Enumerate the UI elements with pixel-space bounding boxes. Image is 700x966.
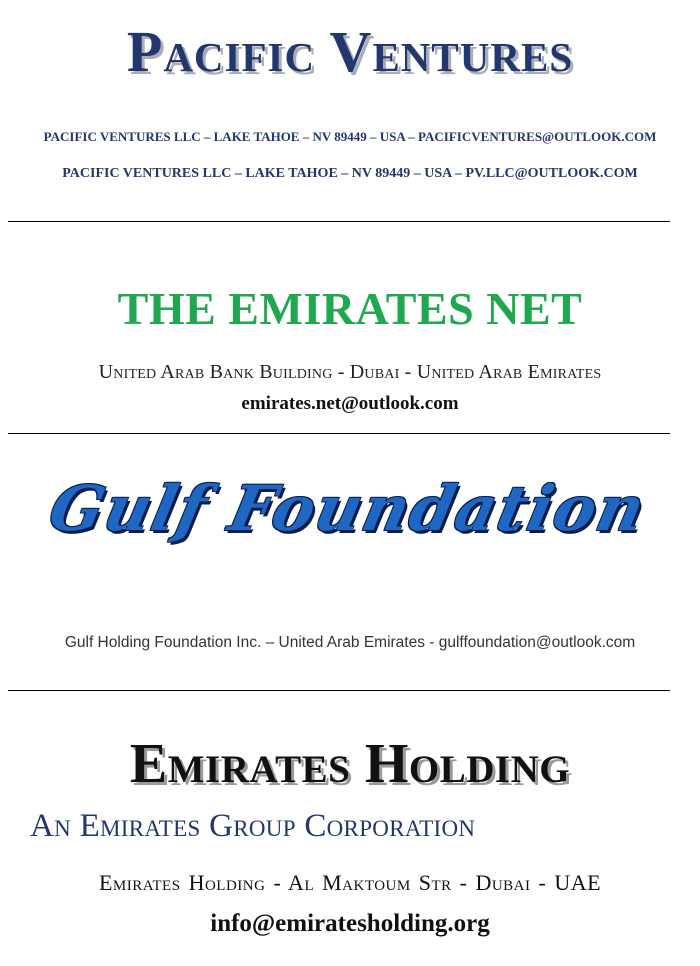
pacific-ventures-contact-line-1: PACIFIC VENTURES LLC – LAKE TAHOE – NV 89449 – USA – PACIFICVENTURES@OUTLOOK.COM bbox=[43, 129, 657, 144]
pacific-ventures-logo-title: Pacific Ventures bbox=[126, 19, 574, 84]
gulf-foundation-logo-title: Gulf Foundation bbox=[43, 472, 653, 545]
section-divider bbox=[8, 433, 670, 434]
emirates-holding-subtitle: An Emirates Group Corporation bbox=[30, 808, 476, 844]
emirates-holding-email: info@emiratesholding.org bbox=[210, 910, 490, 937]
emirates-net-logo-title: THE EMIRATES NET bbox=[117, 283, 583, 334]
emirates-holding-address: Emirates Holding - Al Maktoum Str - Dubai - UAE bbox=[98, 870, 602, 895]
emirates-holding-logo-title: Emirates Holding bbox=[129, 733, 571, 795]
emirates-net-email: emirates.net@outlook.com bbox=[241, 393, 459, 414]
section-divider bbox=[8, 221, 670, 222]
section-divider bbox=[8, 690, 670, 691]
gulf-foundation-contact-info: Gulf Holding Foundation Inc. – United Arab Emirates - gulffoundation@outlook.com bbox=[64, 634, 636, 651]
emirates-net-address: United Arab Bank Building - Dubai - United Arab Emirates bbox=[98, 361, 602, 383]
pacific-ventures-contact-line-2: PACIFIC VENTURES LLC – LAKE TAHOE – NV 89449 – USA – PV.LLC@OUTLOOK.COM bbox=[62, 166, 638, 181]
